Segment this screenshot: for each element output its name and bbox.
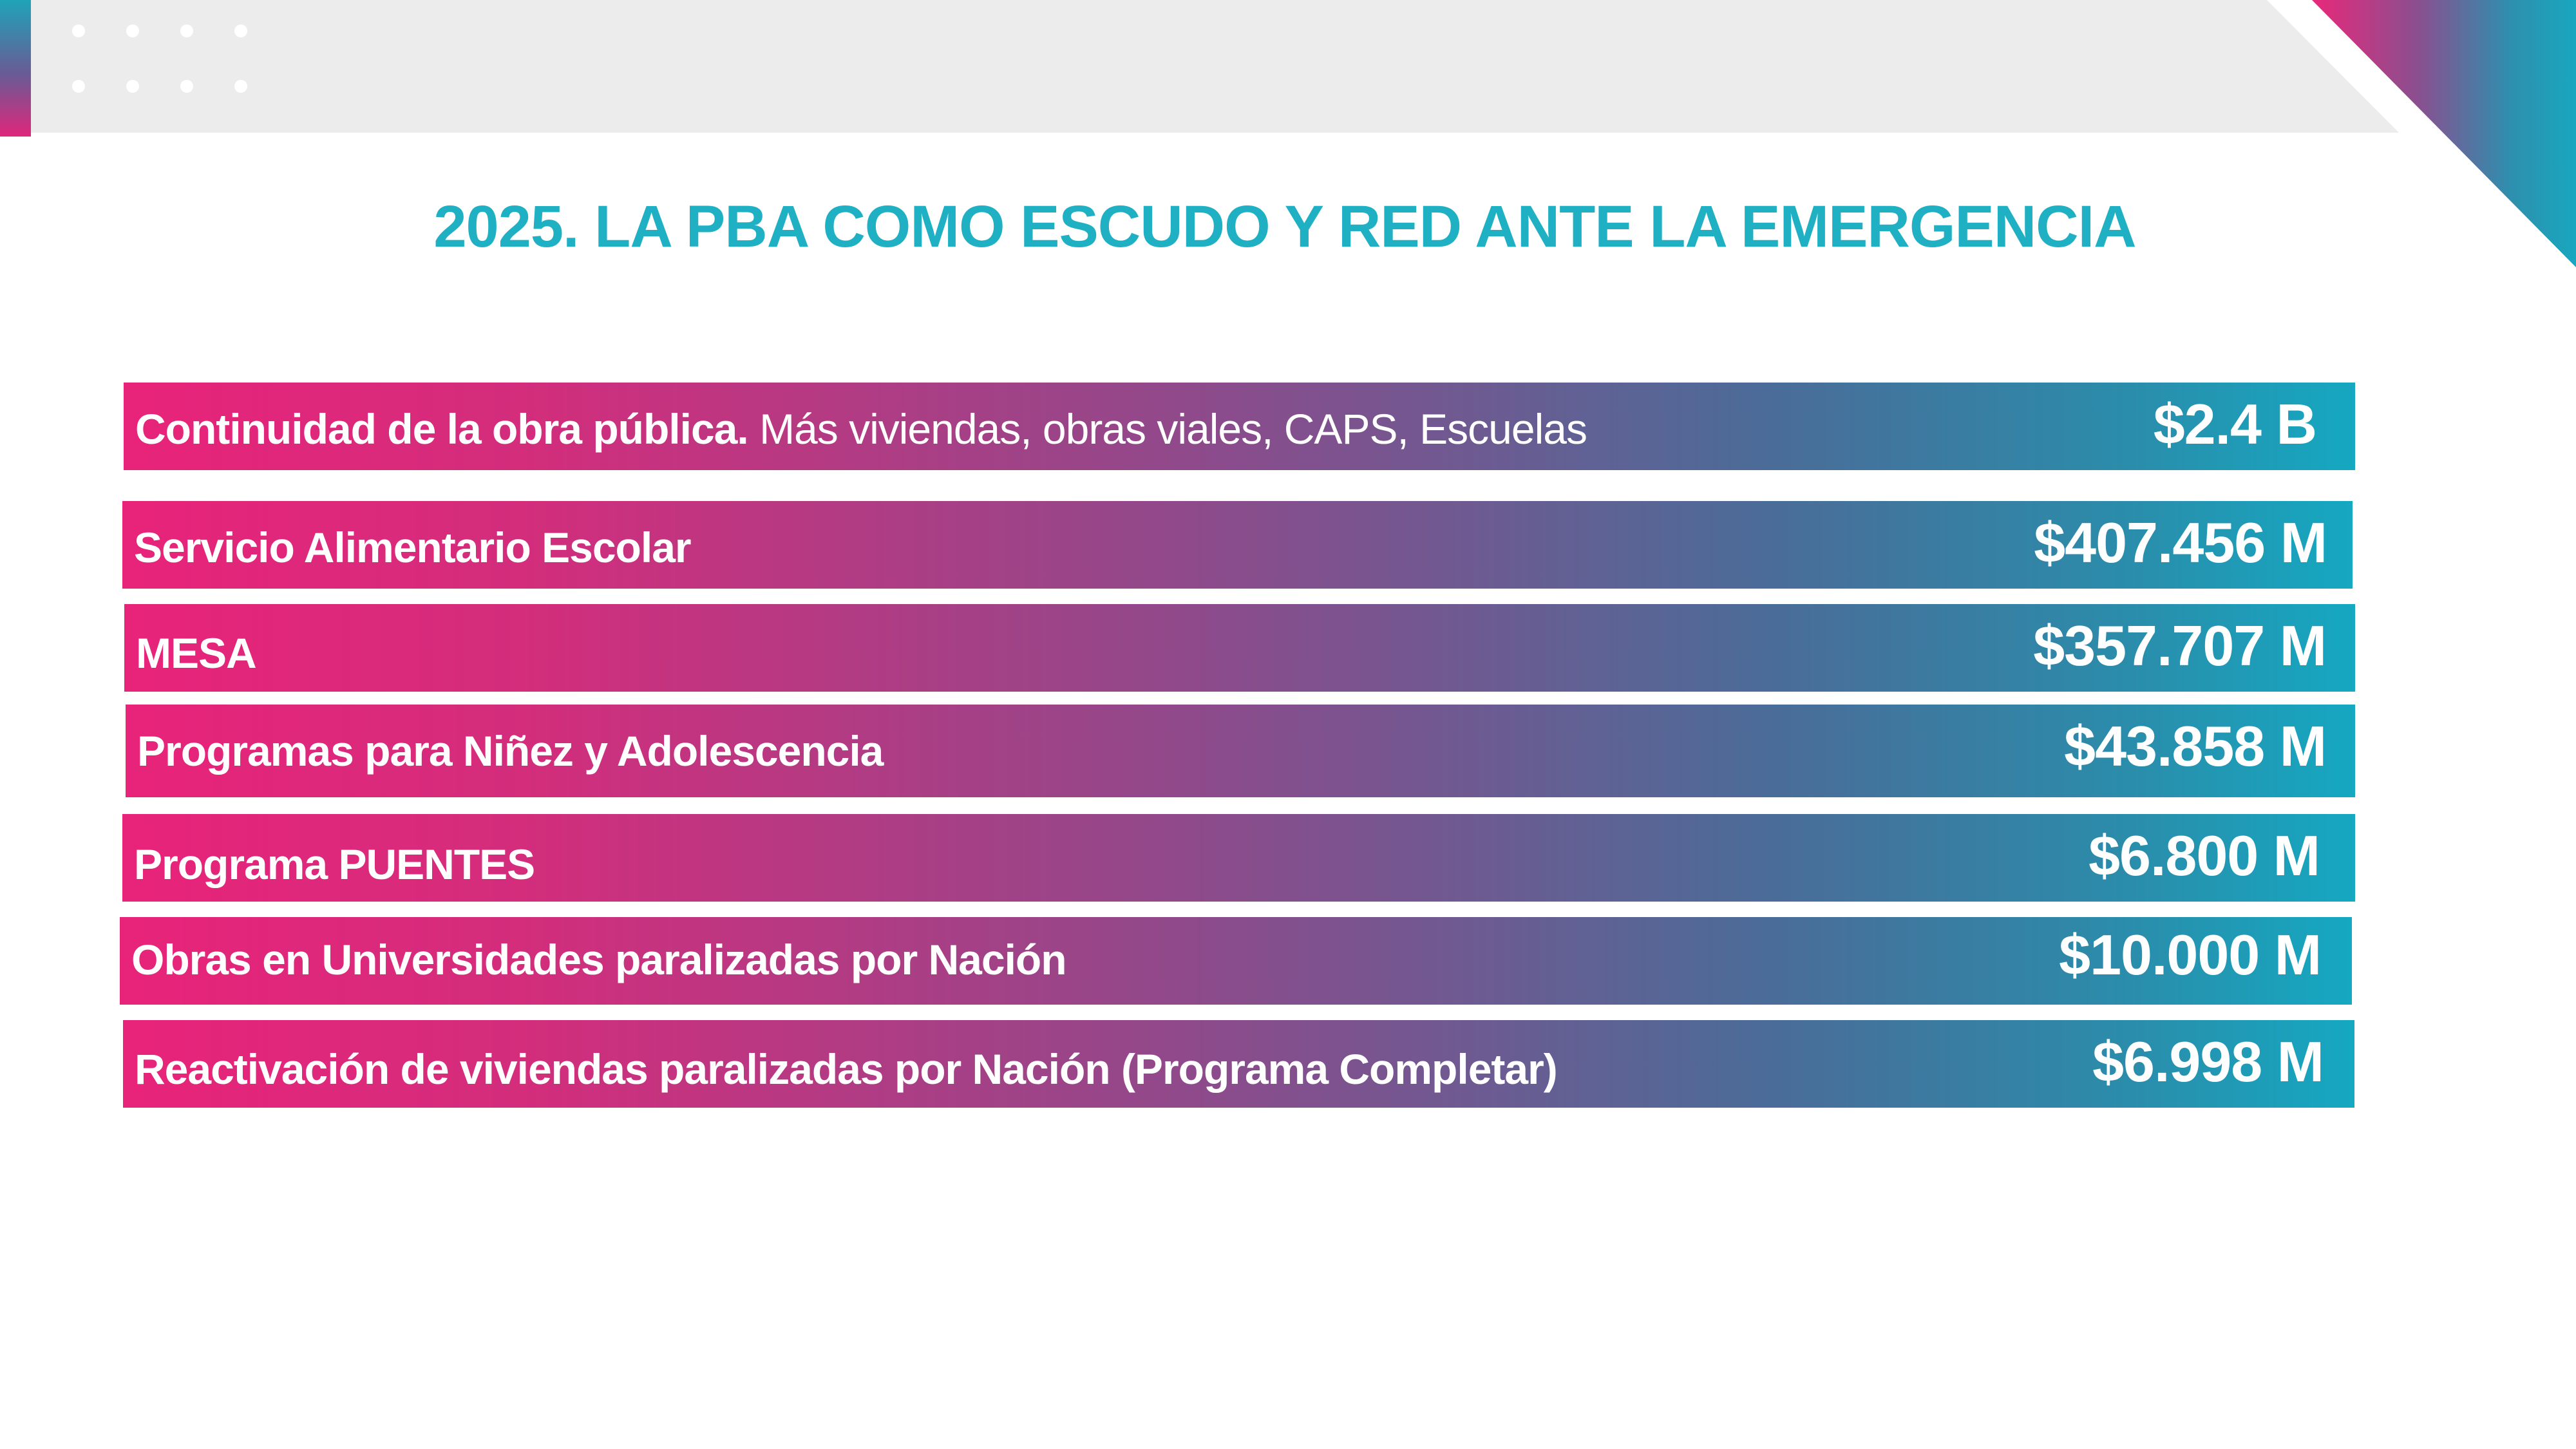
dot (234, 80, 247, 93)
bar-label: Reactivación de viviendas paralizadas por Nación (Programa Completar) (135, 1045, 1557, 1093)
dot (180, 80, 193, 93)
dot (72, 80, 85, 93)
page-title: 2025. LA PBA COMO ESCUDO Y RED ANTE LA EMERGENCIA (433, 194, 2136, 260)
bar-value: $2.4 B (2153, 392, 2316, 456)
budget-bar-servicio-alimentario (122, 501, 2353, 589)
bar-value: $407.456 M (2034, 511, 2327, 574)
budget-bar-programa-puentes (122, 814, 2355, 902)
bar-label-detail: Más viviendas, obras viales, CAPS, Escuelas (759, 405, 1587, 453)
bar-value: $43.858 M (2064, 714, 2326, 778)
bar-value: $6.998 M (2092, 1030, 2324, 1094)
bar-value: $10.000 M (2059, 923, 2321, 987)
budget-bar-obras-universidades (120, 917, 2352, 1005)
bar-label: Obras en Universidades paralizadas por Nación (131, 936, 1066, 983)
header-band (0, 0, 2399, 133)
budget-bar-mesa (124, 604, 2355, 692)
bar-label: MESA (136, 629, 256, 677)
bar-label: Programa PUENTES (134, 840, 535, 888)
dot (126, 80, 139, 93)
dot (180, 24, 193, 37)
bar-label (135, 404, 1587, 453)
bar-label: Servicio Alimentario Escolar (134, 524, 691, 571)
dot (126, 24, 139, 37)
budget-bar-ninez-adolescencia (126, 705, 2355, 797)
bar-label-main: Continuidad de la obra pública. (135, 405, 748, 453)
dot (234, 24, 247, 37)
dot-grid-decoration (72, 24, 278, 102)
bar-value: $6.800 M (2088, 824, 2320, 887)
dot (72, 24, 85, 37)
budget-bar-obra-publica (124, 383, 2355, 470)
budget-bar-programa-completar (123, 1020, 2354, 1108)
bar-value: $357.707 M (2033, 614, 2326, 677)
side-accent-stripe (0, 0, 31, 137)
bar-label: Programas para Niñez y Adolescencia (137, 727, 884, 775)
